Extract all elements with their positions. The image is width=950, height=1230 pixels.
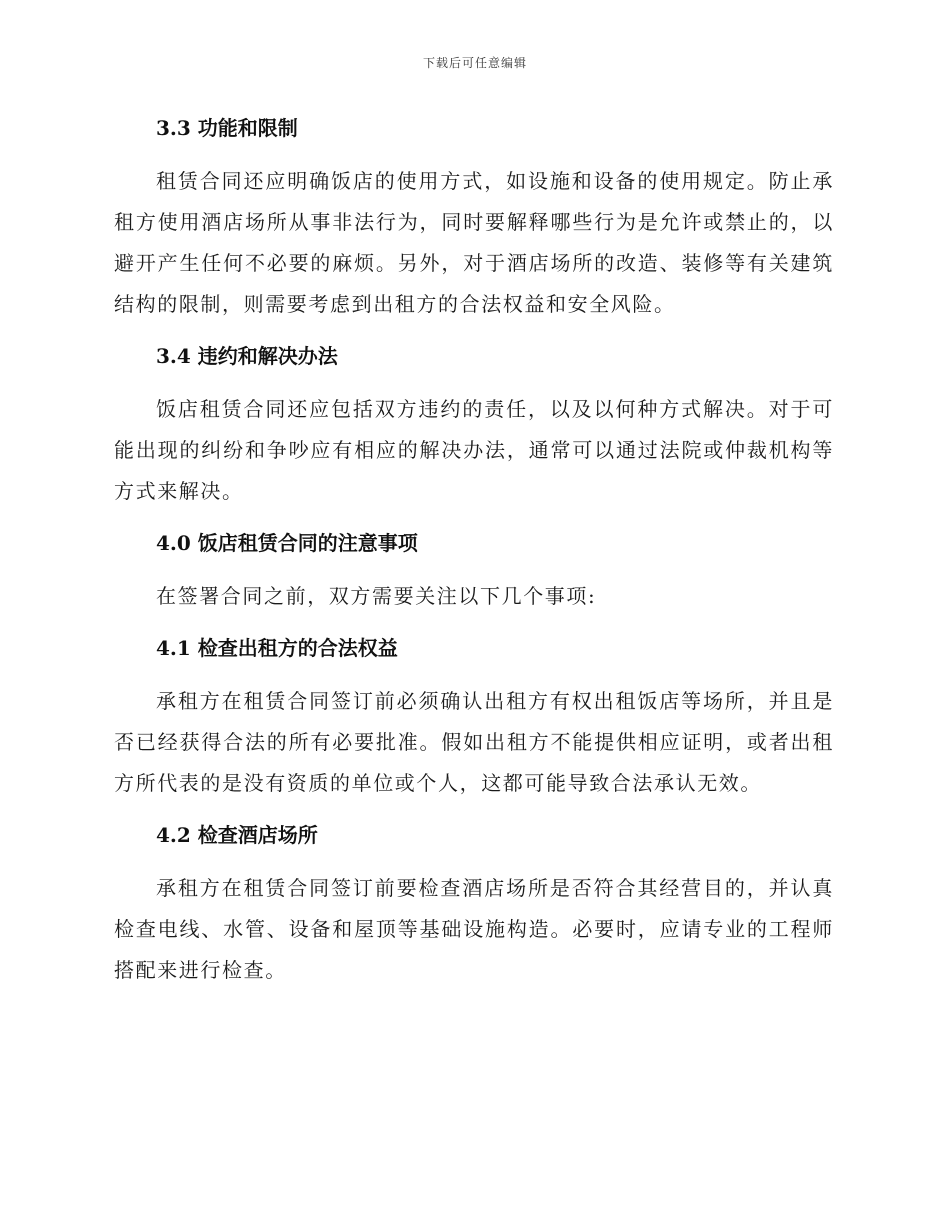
section-heading-4-0: 4.0 饭店租赁合同的注意事项	[156, 531, 418, 555]
section-paragraph-4-1: 承租方在租赁合同签订前必须确认出租方有权出租饭店等场所，并且是否已经获得合法的所有必要批准。假如出租方不能提供相应证明，或者出租方所代表的是没有资质的单位或个人，这都可能导致合法承认无效。	[114, 689, 834, 795]
section-heading-4-2: 4.2 检查酒店场所	[156, 823, 318, 847]
section-paragraph-3-4: 饭店租赁合同还应包括双方违约的责任，以及以何种方式解决。对于可能出现的纠纷和争吵应有相应的解决办法，通常可以通过法院或仲裁机构等方式来解决。	[114, 397, 834, 503]
section-heading-3-4: 3.4 违约和解决办法	[156, 344, 338, 368]
page-header: 下载后可任意编辑	[422, 56, 527, 70]
document-body	[114, 110, 834, 991]
section-paragraph-3-3: 租赁合同还应明确饭店的使用方式，如设施和设备的使用规定。防止承租方使用酒店场所从事非法行为，同时要解释哪些行为是允许或禁止的，以避开产生任何不必要的麻烦。另外，对于酒店场所的改造、装修等有关建筑结构的限制，则需要考虑到出租方的合法权益和安全风险。	[114, 169, 834, 316]
section-heading-3-3: 3.3 功能和限制	[156, 116, 298, 140]
section-paragraph-4-2: 承租方在租赁合同签订前要检查酒店场所是否符合其经营目的，并认真检查电线、水管、设备和屋顶等基础设施构造。必要时，应请专业的工程师搭配来进行检查。	[114, 876, 834, 982]
section-heading-4-1: 4.1 检查出租方的合法权益	[156, 636, 398, 660]
section-paragraph-4-0: 在签署合同之前，双方需要关注以下几个事项:	[156, 584, 597, 608]
